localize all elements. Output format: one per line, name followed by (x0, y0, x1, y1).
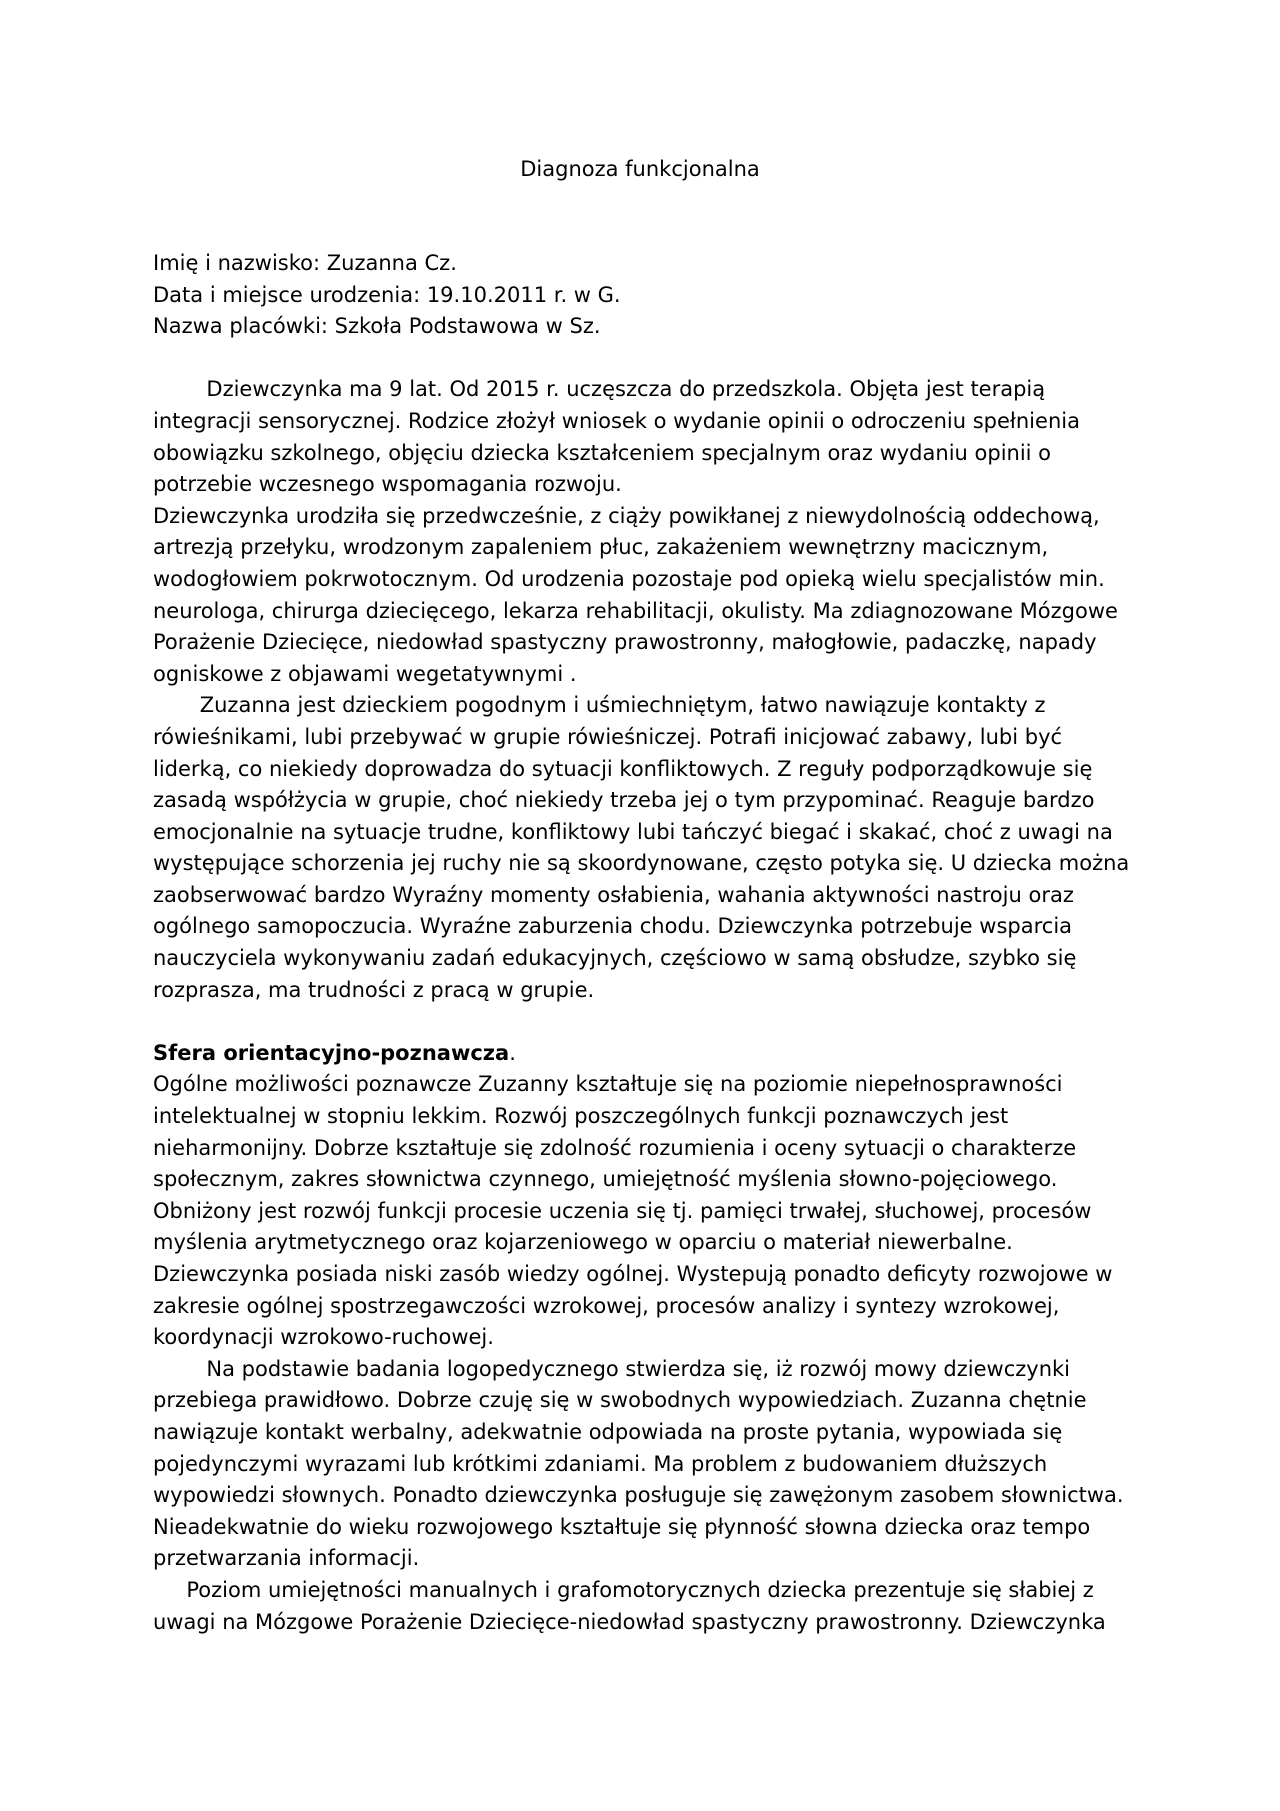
institution-line: Nazwa placówki: Szkoła Podstawowa w Sz. (153, 314, 601, 339)
name-line: Imię i nazwisko: Zuzanna Cz. (153, 251, 457, 275)
text-line: neurologa, chirurga dziecięcego, lekarza rehabilitacji, okulisty. Ma zdiagnozowane Mózgowe (153, 598, 1118, 623)
text-line: przebiega prawidłowo. Dobrze czuję się w swobodnych wypowiedziach. Zuzanna chętnie (153, 1388, 1087, 1413)
text-line: zakresie ogólnej spostrzegawczości wzrokowej, procesów analizy i syntezy wzrokowej, (153, 1293, 1060, 1318)
text-line: Zuzanna jest dzieckiem pogodnym i uśmiechniętym, łatwo nawiązuje kontakty z (153, 693, 1046, 718)
text-line: emocjonalnie na sytuacje trudne, konfliktowy lubi tańczyć biegać i skakać, choć z uwagi na (153, 819, 1113, 844)
section-heading (153, 1038, 1128, 1070)
text-line: Porażenie Dziecięce, niedowład spastyczny prawostronny, małogłowie, padaczkę, napady (153, 630, 1097, 655)
section-heading-tail: . (509, 1040, 516, 1065)
text-line: ogólnego samopoczucia. Wyraźne zaburzenia chodu. Dziewczynka potrzebuje wsparcia (153, 914, 1073, 939)
text-line: nieharmonijny. Dobrze kształtuje się zdolność rozumienia i oceny sytuacji o charakterze (153, 1135, 1077, 1160)
document-body (153, 248, 1128, 1638)
document-title: Diagnoza funkcjonalna (520, 157, 760, 181)
text-line: Dziewczynka posiada niski zasób wiedzy ogólnej. Wystepują ponadto deficyty rozwojowe w (153, 1262, 1113, 1286)
text-line: wypowiedzi słownych. Ponadto dziewczynka posługuje się zawężonym zasobem słownictwa. (153, 1483, 1124, 1508)
text-line: rozprasza, ma trudności z pracą w grupie. (153, 977, 595, 1002)
section-paragraphs (153, 1069, 1128, 1638)
text-line: pojedynczymi wyrazami lub krótkimi zdaniami. Ma problem z budowaniem dłuższych (153, 1451, 1048, 1476)
spacer (153, 343, 1128, 375)
text-line: wodogłowiem pokrwotocznym. Od urodzenia pozostaje pod opieką wielu specjalistów min. (153, 566, 1105, 591)
text-line: integracji sensorycznej. Rodzice złożył wniosek o wydanie opinii o odroczeniu spełnienia (153, 408, 1080, 433)
text-line: potrzebie wczesnego wspomagania rozwoju. (153, 472, 622, 497)
text-line: nawiązuje kontakt werbalny, adekwatnie odpowiada na proste pytania, wypowiada się (153, 1419, 1063, 1444)
text-line: Ogólne możliwości poznawcze Zuzanny kształtuje się na poziomie niepełnosprawności (153, 1072, 1063, 1097)
text-line: rówieśnikami, lubi przebywać w grupie rówieśniczej. Potrafi inicjować zabawy, lubi być (153, 724, 1063, 749)
text-line: ogniskowe z objawami wegetatywnymi . (153, 661, 577, 686)
text-line: zasadą współżycia w grupie, choć niekiedy trzeba jej o tym przypominać. Reaguje bardzo (153, 788, 1095, 813)
text-line: Dziewczynka ma 9 lat. Od 2015 r. uczęszcza do przedszkola. Objęta jest terapią (153, 377, 1046, 402)
text-line: koordynacji wzrokowo-ruchowej. (153, 1325, 494, 1350)
text-line: zaobserwować bardzo Wyraźny momenty osłabienia, wahania aktywności nastroju oraz (153, 882, 1074, 907)
section-heading-bold: Sfera orientacyjno-poznawcza (153, 1040, 510, 1065)
text-line: Nieadekwatnie do wieku rozwojowego kształtuje się płynność słowna dziecka oraz tempo (153, 1514, 1091, 1539)
text-line: Dziewczynka urodziła się przedwcześnie, z ciąży powikłanej z niewydolnością oddechową, (153, 503, 1100, 528)
text-line: intelektualnej w stopniu lekkim. Rozwój poszczególnych funkcji poznawczych jest (153, 1104, 1009, 1129)
text-line: przetwarzania informacji. (153, 1546, 420, 1571)
intro-paragraphs (153, 374, 1128, 1006)
text-line: uwagi na Mózgowe Porażenie Dziecięce-niedowład spastyczny prawostronny. Dziewczynka (153, 1609, 1106, 1634)
birth-line: Data i miejsce urodzenia: 19.10.2011 r. w G. (153, 282, 621, 307)
text-line: Poziom umiejętności manualnych i grafomotorycznych dziecka prezentuje się słabiej z (153, 1577, 1094, 1602)
text-line: liderką, co niekiedy doprowadza do sytuacji konfliktowych. Z reguły podporządkowuje się (153, 756, 1093, 781)
text-line: społecznym, zakres słownictwa czynnego, umiejętność myślenia słowno-pojęciowego. (153, 1167, 1058, 1192)
text-line: nauczyciela wykonywaniu zadań edukacyjnych, częściowo w samą obsłudze, szybko się (153, 946, 1077, 971)
text-line: występujące schorzenia jej ruchy nie są skoordynowane, często potyka się. U dziecka można (153, 851, 1130, 876)
text-line: obowiązku szkolnego, objęciu dziecka kształceniem specjalnym oraz wydaniu opinii o (153, 440, 1052, 465)
text-line: myślenia arytmetycznego oraz kojarzeniowego w oparciu o materiał niewerbalne. (153, 1230, 1013, 1255)
text-line: Na podstawie badania logopedycznego stwierdza się, iż rozwój mowy dziewczynki (153, 1356, 1071, 1381)
header-info (153, 248, 1128, 343)
text-line: artrezją przełyku, wrodzonym zapaleniem płuc, zakażeniem wewnętrzny macicznym, (153, 535, 1049, 560)
spacer (153, 1006, 1128, 1038)
text-line: Obniżony jest rozwój funkcji procesie uczenia się tj. pamięci trwałej, słuchowej, procesów (153, 1198, 1092, 1223)
